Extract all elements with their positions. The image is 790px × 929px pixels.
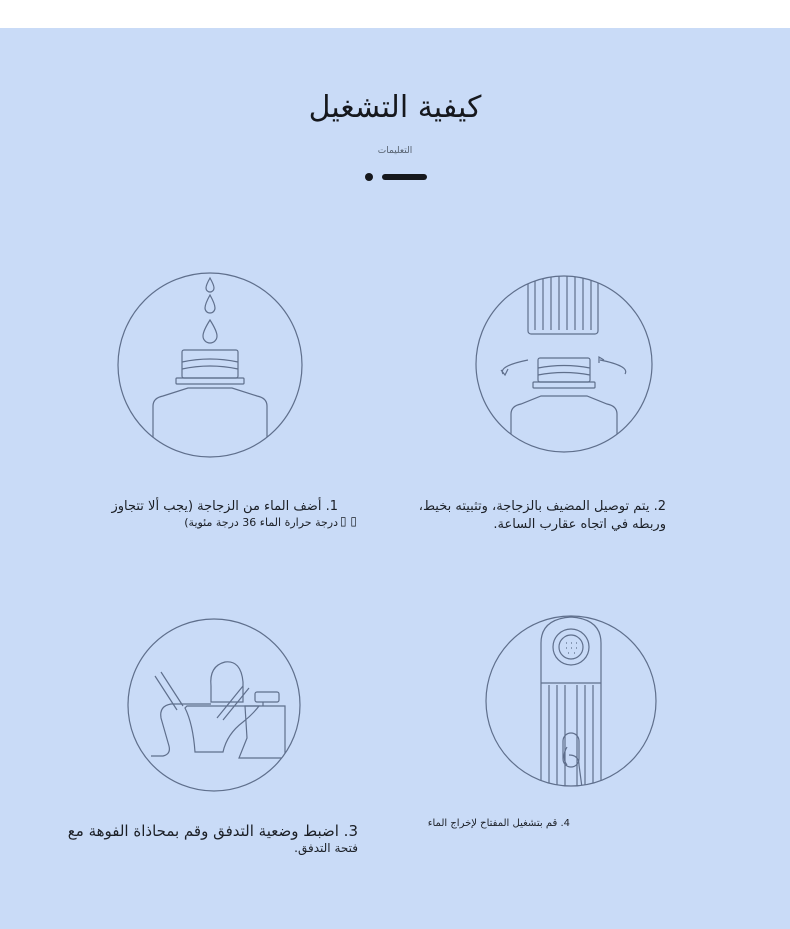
connect-host-illustration	[473, 268, 655, 460]
pagination-indicator	[365, 172, 427, 182]
step-4-main: 4. قم بتشغيل المفتاح لإخراج الماء	[427, 818, 570, 829]
step-1-sub: درجة حرارة الماء 36 درجة مئوية)	[184, 516, 338, 529]
step-1-main: 1. أضف الماء من الزجاجة (يجب ألا تتجاوز	[111, 499, 338, 514]
step-1-text	[78, 498, 338, 530]
step-3-main: 3. اضبط وضعية التدفق وقم بمحاذاة الفوهة مع	[67, 822, 358, 840]
step-3-text	[28, 821, 358, 856]
step-2-text	[376, 498, 666, 534]
step-4-text	[370, 817, 570, 831]
add-water-illustration	[113, 268, 307, 462]
content-panel	[0, 28, 790, 929]
step-2-sub: وربطه في اتجاه عقارب الساعة.	[493, 517, 666, 532]
page-title: كيفية التشغيل	[308, 90, 482, 125]
placeholder-glyphs: ▯ ▯	[340, 514, 358, 528]
pagination-dot	[365, 173, 373, 181]
page-subtitle: التعليمات	[377, 146, 413, 156]
step-3-sub: فتحة التدفق.	[294, 841, 358, 855]
pagination-bar-active	[382, 174, 427, 180]
adjust-flow-illustration	[125, 616, 303, 794]
turn-on-switch-illustration	[483, 613, 659, 789]
step-2-main: 2. يتم توصيل المضيف بالزجاجة، وتثبيته بخيط،	[418, 499, 666, 514]
